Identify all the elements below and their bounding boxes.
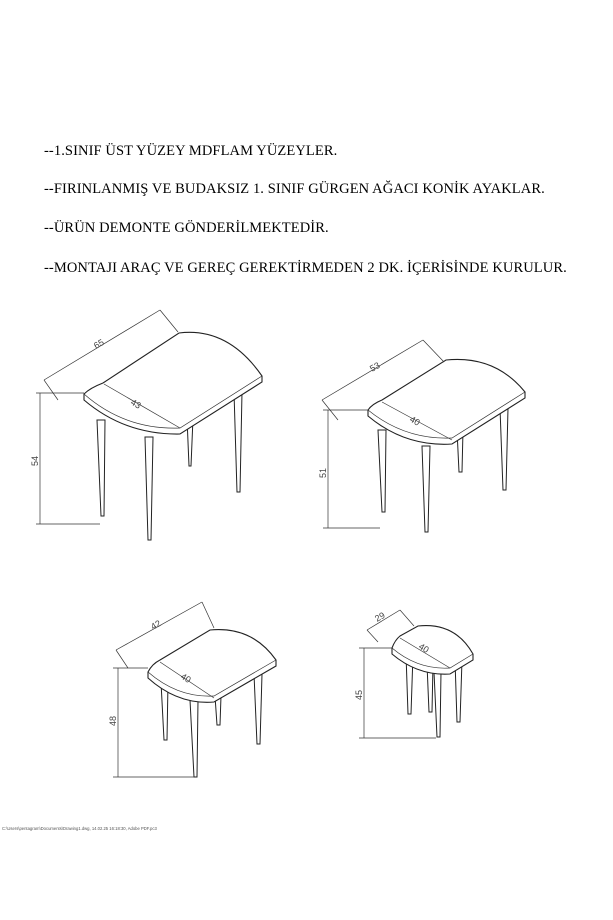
table-medium-leg-front-left [378, 430, 386, 512]
table-large-height-label: 54 [30, 455, 40, 466]
table-small-length-label: 42 [149, 618, 163, 632]
table-mini [354, 610, 473, 738]
table-medium-leg-front-right [422, 446, 430, 532]
table-mini-top [392, 626, 473, 675]
spec-line-assembly: --MONTAJI ARAÇ VE GEREÇ GEREKTİRMEDEN 2 DK. İÇERİSİNDE KURULUR. [44, 260, 567, 276]
file-path-footer: C:\Users\pentagram\Documents\Drawing1.dwg, 14.02.25 16:18:30, Adobe PDF.pc3 [2, 826, 157, 831]
table-large [30, 310, 262, 540]
spec-line-shipping: --ÜRÜN DEMONTE GÖNDERİLMEKTEDİR. [44, 220, 329, 236]
table-large-width-label: 43 [129, 397, 143, 411]
table-large-leg-back-right [234, 392, 242, 492]
table-medium-height-label: 51 [318, 467, 328, 478]
table-large-length-label: 65 [92, 337, 106, 351]
table-mini-length-label: 29 [373, 610, 387, 624]
table-small [108, 602, 276, 777]
spec-line-legs: --FIRINLANMIŞ VE BUDAKSIZ 1. SINIF GÜRGEN AĞACI KONİK AYAKLAR. [44, 181, 545, 197]
table-small-height-label: 48 [108, 715, 118, 726]
table-mini-leg-front-right [434, 672, 441, 737]
spec-line-surface: --1.SINIF ÜST YÜZEY MDFLAM YÜZEYLER. [44, 143, 338, 159]
table-small-leg-back-right [254, 674, 262, 744]
table-large-leg-front-left [97, 420, 105, 516]
table-small-leg-front-right [190, 700, 198, 777]
table-medium [318, 340, 525, 532]
table-large-leg-front-right [145, 437, 153, 540]
table-small-width-label: 40 [178, 671, 193, 686]
table-mini-height-label: 45 [354, 689, 364, 700]
table-medium-leg-back-right [500, 408, 508, 490]
table-medium-length-label: 53 [368, 360, 382, 374]
table-mini-width-label: 40 [416, 641, 431, 656]
table-medium-width-label: 40 [408, 414, 422, 428]
